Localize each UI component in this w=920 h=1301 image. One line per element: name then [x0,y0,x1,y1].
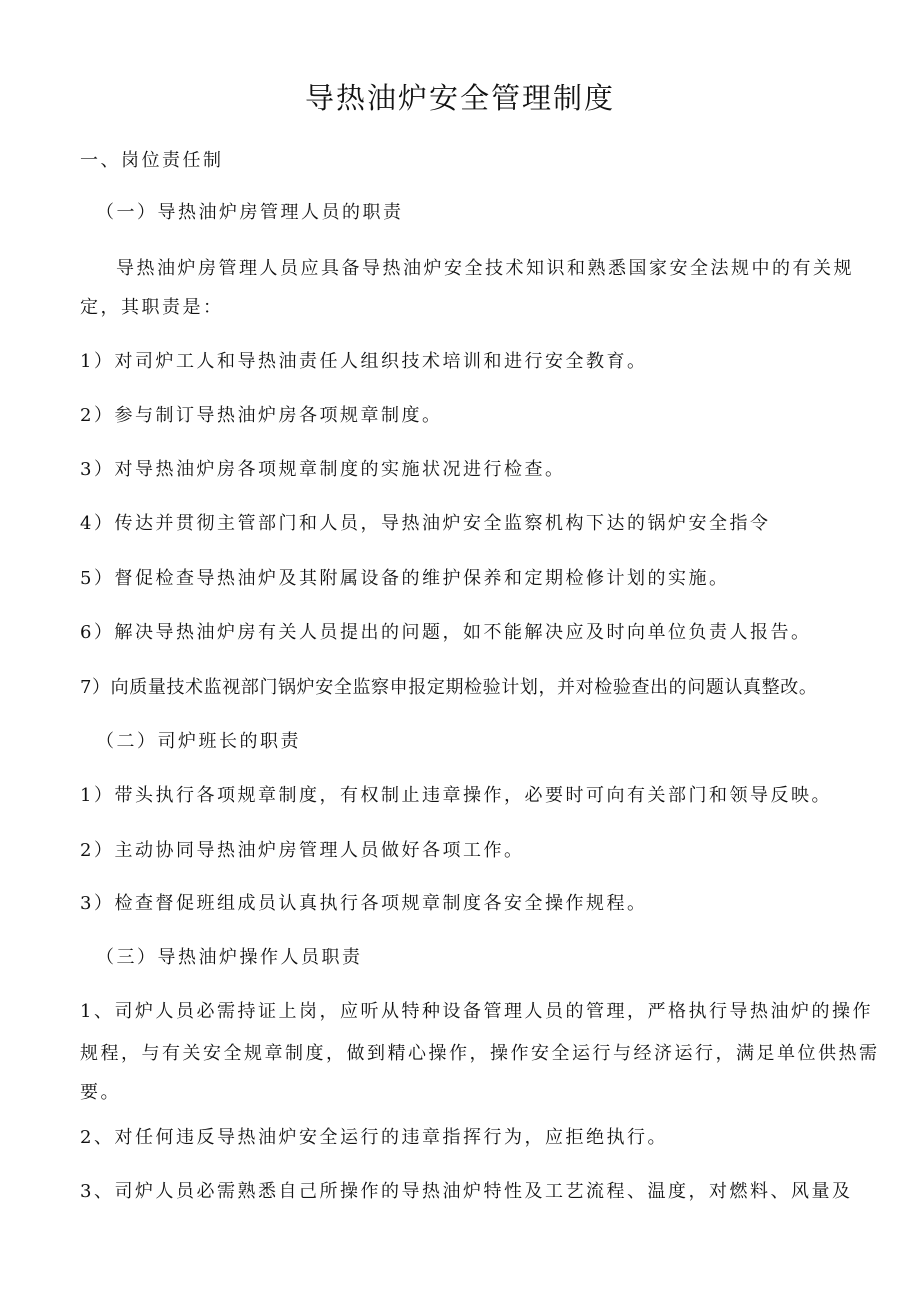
list-item-leader-duty-2: 2）主动协同导热油炉房管理人员做好各项工作。 [80,840,525,861]
list-item-manager-duty-2: 2）参与制订导热油炉房各项规章制度。 [80,405,443,426]
list-item-manager-duty-6: 6）解决导热油炉房有关人员提出的问题，如不能解决应及时向单位负责人报告。 [80,622,812,643]
paragraph-manager-intro-line-1: 导热油炉房管理人员应具备导热油炉安全技术知识和熟悉国家安全法规中的有关规 [116,258,854,279]
subsection-heading-shift-leader-duties: （二）司炉班长的职责 [96,731,301,752]
list-item-manager-duty-7: 7）向质量技术监视部门锅炉安全监察申报定期检验计划，并对检验查出的问题认真整改。 [80,677,818,698]
paragraph-operator-duty-1-line-1: 1、司炉人员必需持证上岗，应听从特种设备管理人员的管理，严格执行导热油炉的操作 [80,1001,873,1022]
list-item-manager-duty-4: 4）传达并贯彻主管部门和人员，导热油炉安全监察机构下达的锅炉安全指令 [80,513,771,534]
paragraph-operator-duty-1-line-2: 规程，与有关安全规章制度，做到精心操作，操作安全运行与经济运行，满足单位供热需 [80,1043,880,1064]
list-item-manager-duty-3: 3）对导热油炉房各项规章制度的实施状况进行检查。 [80,459,566,480]
paragraph-operator-duty-1-line-3: 要。 [80,1082,121,1103]
paragraph-manager-intro-line-2: 定，其职责是： [80,297,224,318]
section-heading-job-responsibility: 一、岗位责任制 [80,150,224,171]
list-item-leader-duty-1: 1）带头执行各项规章制度，有权制止违章操作，必要时可向有关部门和领导反映。 [80,785,832,806]
subsection-heading-manager-duties: （一）导热油炉房管理人员的职责 [96,202,404,223]
document-title: 导热油炉安全管理制度 [304,81,615,115]
list-item-leader-duty-3: 3）检查督促班组成员认真执行各项规章制度各安全操作规程。 [80,893,648,914]
list-item-manager-duty-1: 1）对司炉工人和导热油责任人组织技术培训和进行安全教育。 [80,351,648,372]
paragraph-operator-duty-2: 2、对任何违反导热油炉安全运行的违章指挥行为，应拒绝执行。 [80,1127,668,1148]
subsection-heading-operator-duties: （三）导热油炉操作人员职责 [96,947,363,968]
paragraph-operator-duty-3-line-1: 3、司炉人员必需熟悉自己所操作的导热油炉特性及工艺流程、温度，对燃料、风量及 [80,1181,853,1202]
list-item-manager-duty-5: 5）督促检查导热油炉及其附属设备的维护保养和定期检修计划的实施。 [80,568,730,589]
